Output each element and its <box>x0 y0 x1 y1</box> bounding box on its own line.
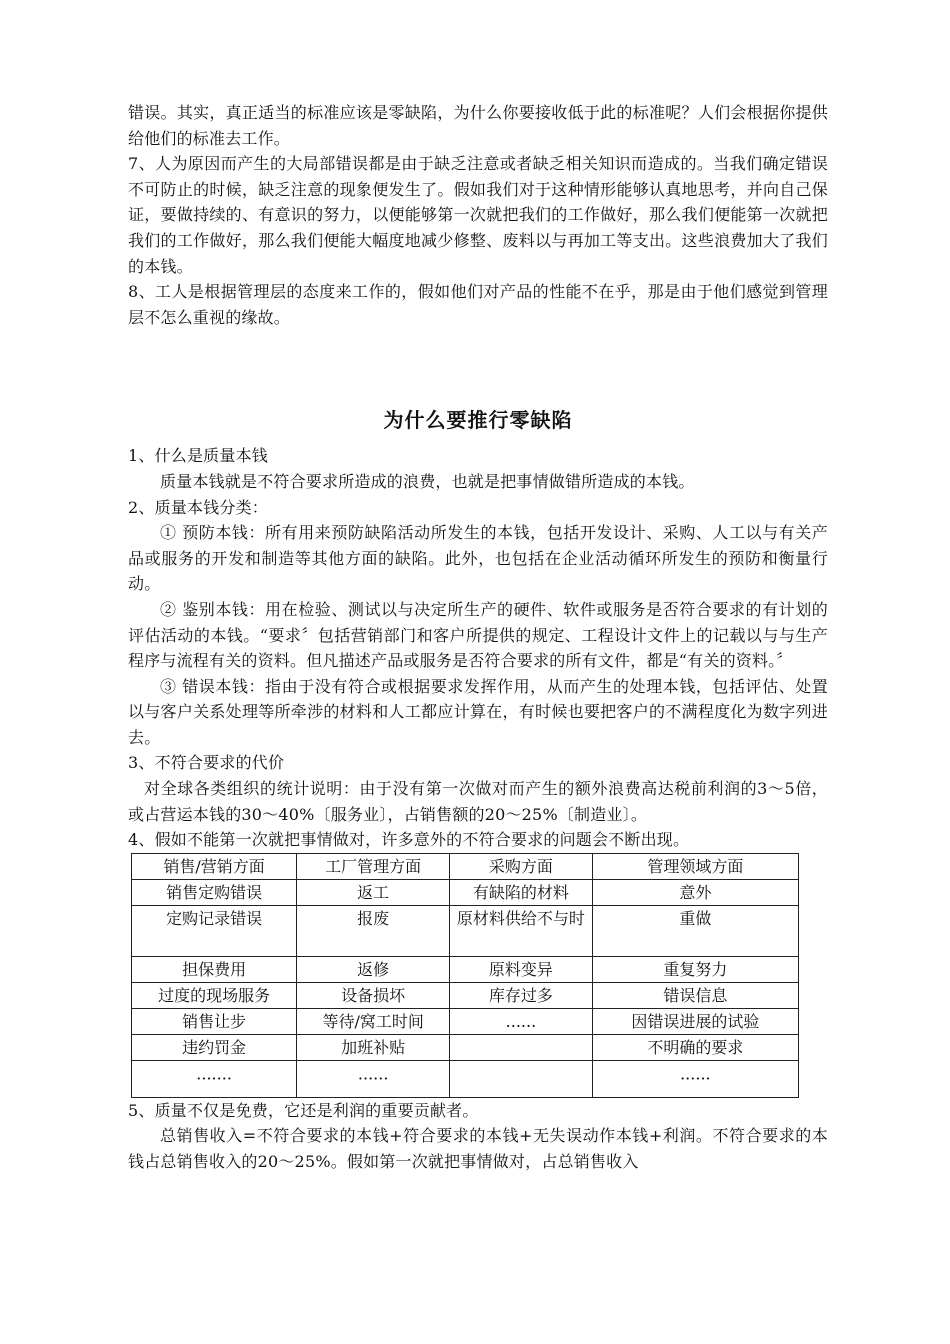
table-cell: 担保费用 <box>132 956 297 982</box>
table-cell: 不明确的要求 <box>592 1034 798 1060</box>
table-row <box>132 1008 799 1034</box>
q3-body: 对全球各类组织的统计说明：由于没有第一次做对而产生的额外浪费高达税前利润的3～5倍，或占营运本钱的30～40%〔服务业〕，占销售额的20～25%〔制造业〕。 <box>128 779 828 824</box>
table-row <box>132 879 799 905</box>
section-title: 为什么要推行零缺陷 <box>383 408 573 433</box>
q4-heading: 4、假如不能第一次就把事情做对，许多意外的不符合要求的问题会不断出现。 <box>128 830 690 850</box>
q3-heading: 3、不符合要求的代价 <box>128 753 285 773</box>
table-cell: 等待/窝工时间 <box>297 1008 450 1034</box>
q2-heading: 2、质量本钱分类： <box>128 497 268 517</box>
table-cell: 重复努力 <box>592 956 798 982</box>
q5-body: 总销售收入=不符合要求的本钱+符合要求的本钱+无失误动作本钱+利润。不符合要求的本钱占总销售收入的20～25%。假如第一次就把事情做对，占总销售收入 <box>128 1126 828 1172</box>
table-header-cell: 销售/营销方面 <box>132 853 297 879</box>
table-cell <box>450 1060 593 1097</box>
table-row <box>132 1034 799 1060</box>
table-row <box>132 905 799 956</box>
q5-heading: 5、质量不仅是免费，它还是利润的重要贡献者。 <box>128 1100 479 1120</box>
table-cell: 过度的现场服务 <box>132 982 297 1008</box>
table-cell: ······· <box>132 1060 297 1097</box>
table-row <box>132 956 799 982</box>
table-cell: 原材料供给不与时 <box>450 905 593 956</box>
table-cell: 重做 <box>592 905 798 956</box>
q2-appraisal-cost: ② 鉴别本钱：用在检验、测试以与决定所生产的硬件、软件或服务是否符合要求的有计划的评估活动的本钱。“要求〞包括营销部门和客户所提供的规定、工程设计文件上的记载以与与生产程序与流程有关的资料。但凡描述产品或服务是否符合要求的所有文件，都是“有关的资料。〞 <box>128 599 828 671</box>
q1-heading: 1、什么是质量本钱 <box>128 446 268 466</box>
table-cell: 报废 <box>297 905 450 956</box>
paragraph-continuation: 错误。其实，真正适当的标准应该是零缺陷，为什么你要接收低于此的标准呢？人们会根据你提供给他们的标准去工作。 <box>128 103 828 148</box>
table-cell: 加班补贴 <box>297 1034 450 1060</box>
table-cell: 设备损坏 <box>297 982 450 1008</box>
table-cell: 返修 <box>297 956 450 982</box>
table-cell <box>450 1034 593 1060</box>
table-cell: 有缺陷的材料 <box>450 879 593 905</box>
table-cell: 库存过多 <box>450 982 593 1008</box>
table-cell: ······ <box>592 1060 798 1097</box>
table-cell: 违约罚金 <box>132 1034 297 1060</box>
paragraph-item-7: 7、人为原因而产生的大局部错误都是由于缺乏注意或者缺乏相关知识而造成的。当我们确定错误不可防止的时候，缺乏注意的现象便发生了。假如我们对于这种情形能够认真地思考，并向自己保证，要做持续的、有意识的努力，以便能够第一次就把我们的工作做好，那么我们便能第一次就把我们的工作做好，那么我们便能大幅度地减少修整、废料以与再加工等支出。这些浪费加大了我们的本钱。 <box>128 154 828 276</box>
table-row <box>132 982 799 1008</box>
document-page <box>128 100 828 1175</box>
table-cell: 错误信息 <box>592 982 798 1008</box>
table-cell: 因错误进展的试验 <box>592 1008 798 1034</box>
table-cell: ...... <box>450 1008 593 1034</box>
table-header-cell: 工厂管理方面 <box>297 853 450 879</box>
table-cell: 原料变异 <box>450 956 593 982</box>
table-cell: 意外 <box>592 879 798 905</box>
table-row <box>132 1060 799 1097</box>
nonconformance-cost-table <box>131 853 799 1098</box>
table-header-row <box>132 853 799 879</box>
table-cell: 销售定购错误 <box>132 879 297 905</box>
q1-body: 质量本钱就是不符合要求所造成的浪费，也就是把事情做错所造成的本钱。 <box>160 471 695 491</box>
table-cell: 返工 <box>297 879 450 905</box>
table-cell: 销售让步 <box>132 1008 297 1034</box>
q2-prevention-cost: ① 预防本钱：所有用来预防缺陷活动所发生的本钱，包括开发设计、采购、人工以与有关产品或服务的开发和制造等其他方面的缺陷。此外，也包括在企业活动循环所发生的预防和衡量行动。 <box>128 523 828 594</box>
table-cell: 定购记录错误 <box>132 905 297 956</box>
paragraph-item-8: 8、工人是根据管理层的态度来工作的，假如他们对产品的性能不在乎，那是由于他们感觉到管理层不怎么重视的缘故。 <box>128 282 828 327</box>
q2-failure-cost: ③ 错误本钱：指由于没有符合或根据要求发挥作用，从而产生的处理本钱，包括评估、处置以与客户关系处理等所牵涉的材料和人工都应计算在，有时候也要把客户的不满程度化为数字列进去。 <box>128 676 828 747</box>
table-cell: ······ <box>297 1060 450 1097</box>
table-header-cell: 采购方面 <box>450 853 593 879</box>
table-header-cell: 管理领域方面 <box>592 853 798 879</box>
